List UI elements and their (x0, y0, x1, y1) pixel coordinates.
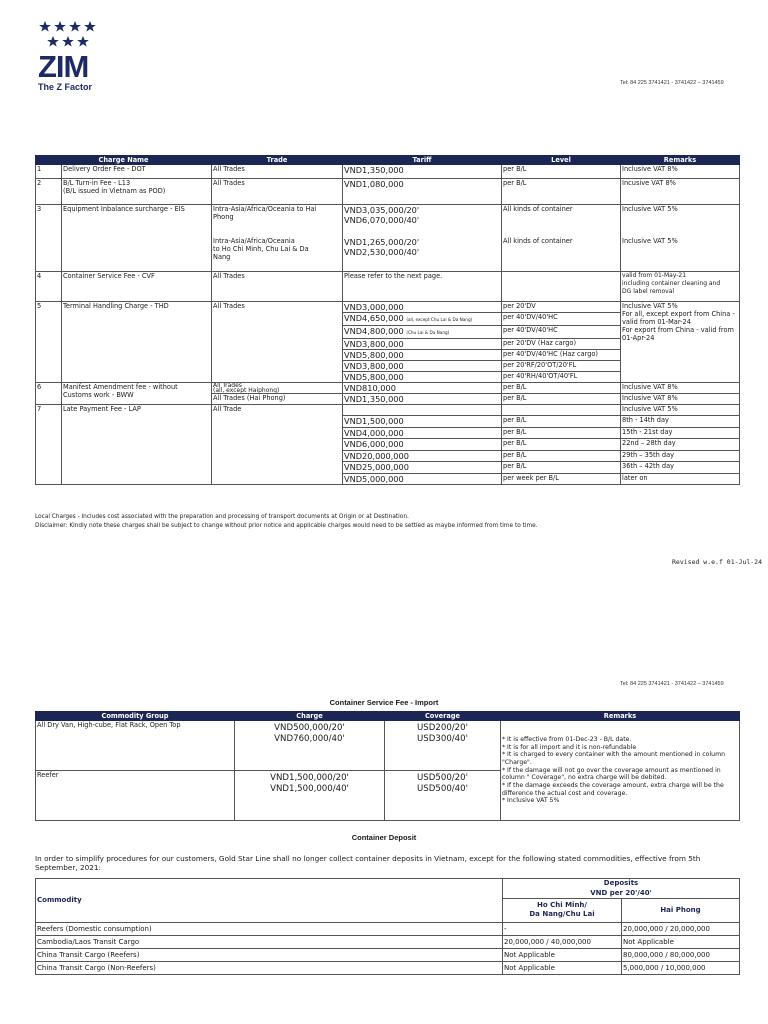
charge-name-line: (B/L issued in Vietnam as POD) (63, 187, 166, 195)
remarks: 22nd – 28th day (621, 439, 740, 451)
trade (212, 383, 343, 394)
tariff: VND4,000,000 (343, 427, 502, 439)
row-number: 6 (36, 383, 62, 405)
remarks-line: Inclusive VAT 5% (622, 302, 678, 310)
remarks: 29th – 35th day (621, 450, 740, 462)
coverage-line: USD500/20' (417, 773, 468, 783)
table-header (36, 712, 740, 721)
charge-name-line: B/L Turn-in Fee - L13 (63, 179, 131, 187)
tariff-note: (Chu Lai & Da Nang) (406, 330, 450, 335)
tariff (343, 205, 502, 234)
col-header-remarks: Remarks (501, 712, 740, 721)
charge-name: Terminal Handling Charge - THD (62, 302, 212, 383)
charge-name-line: Manifest Amendment fee - without (63, 383, 178, 391)
remarks-line: For all, except export from China - valid from 01-Mar-24 (622, 310, 735, 326)
level: per 20'DV (502, 302, 621, 313)
table-row (36, 165, 740, 179)
trade: All Trades (212, 272, 343, 302)
container-deposit-table (35, 878, 740, 975)
trade (212, 205, 343, 234)
level: per week per B/L (502, 473, 621, 485)
row-number: 1 (36, 165, 62, 179)
section-title-container-service-fee: Container Service Fee - Import (329, 698, 439, 707)
charge-name-line: Customs work - BWW (63, 391, 134, 399)
tariff: VND1,350,000 (343, 165, 502, 179)
remark-line: * If the damage exceeds the coverage amount, extra charge will be the difference the actual cost and coverage. (502, 782, 724, 797)
coverage (385, 721, 501, 771)
level: per B/L (502, 394, 621, 405)
coverage-line: USD500/40' (417, 784, 468, 794)
deposit-haiphong: 80,000,000 / 80,000,000 (622, 948, 740, 961)
remarks-line: valid from 01-May-21 (622, 272, 687, 279)
tariff: VND1,080,000 (343, 179, 502, 205)
level: per B/L (502, 383, 621, 394)
charge-line: VND1,500,000/20' (270, 773, 349, 783)
section-title-container-deposit: Container Deposit (351, 833, 417, 842)
charge-name (62, 179, 212, 205)
level: All kinds of container (502, 205, 621, 234)
commodity: China Transit Cargo (Non-Reefers) (36, 961, 503, 974)
level: per B/L (502, 450, 621, 462)
commodity: China Transit Cargo (Reefers) (36, 948, 503, 961)
col-header-commodity-group: Commodity Group (36, 712, 235, 721)
col-header-unit: VND per 20'/40' (503, 889, 740, 899)
csf-remarks (501, 721, 740, 821)
tariff-line: VND2,530,000/40' (344, 246, 420, 257)
remarks: Inclusive VAT 5% (621, 234, 740, 272)
trade-line: Phong (213, 213, 234, 221)
tariff: VND3,800,000 (343, 339, 502, 350)
remark-line: * It is for all import and it is non-refundable (502, 743, 637, 751)
remarks-line: including container cleaning and (622, 280, 721, 287)
level: per 20'RF/20'OT/20'FL (502, 361, 621, 372)
container-service-fee-table (35, 711, 740, 821)
charge-name: Late Payment Fee - LAP (62, 405, 212, 485)
col-header-hcm (503, 898, 622, 922)
table-row (36, 935, 740, 948)
coverage-line: USD200/20' (417, 723, 468, 733)
table-row (36, 961, 740, 974)
table-row (36, 721, 740, 771)
local-charges-table (35, 155, 740, 485)
table-row (36, 948, 740, 961)
table-row (36, 205, 740, 234)
level: per B/L (502, 439, 621, 451)
charge-line: VND500,000/20' (274, 723, 345, 733)
tariff (343, 326, 502, 339)
tariff-value: VND4,800,000 (344, 326, 404, 336)
remarks (621, 272, 740, 302)
table-row (36, 179, 740, 205)
tariff: VND1,350,000 (343, 394, 502, 405)
table-row (36, 272, 740, 302)
remarks-line: For export from China - valid from 01-Apr-24 (622, 326, 734, 342)
charge-name: Container Service Fee - CVF (62, 272, 212, 302)
col-header-deposits: Deposits (503, 879, 740, 889)
trade: All Trades (Hai Phong) (212, 394, 343, 405)
deposit-intro: In order to simplify procedures for our customers, Gold Star Line shall no longer collect container deposits in Vietnam, except for the following stated commodities, effective from 5th September, 2021: (35, 854, 701, 872)
remark-line: * It is effective from 01-Dec-23 - B/L date. (502, 735, 632, 743)
level: per 20'DV (Haz cargo) (502, 339, 621, 350)
trade (212, 234, 343, 272)
table-row (36, 302, 740, 313)
logo-tagline: The Z Factor (38, 82, 93, 92)
charge-name (62, 383, 212, 405)
charge-name: Delivery Order Fee - DOT (62, 165, 212, 179)
footnote-local-charges: Local Charges - Includes cost associated with the preparation and processing of transport documents at Origin or at Destination. (35, 514, 409, 520)
remarks: 8th - 14th day (621, 416, 740, 428)
level: per 40'RH/40'OT/40'FL (502, 372, 621, 383)
zim-stars-icon (38, 20, 104, 50)
coverage (385, 771, 501, 821)
col-header-commodity: Commodity (36, 879, 503, 923)
remarks: later on (621, 473, 740, 485)
commodity: Cambodia/Laos Transit Cargo (36, 935, 503, 948)
level: per 40'DV/40'HC (502, 313, 621, 326)
tariff: VND3,800,000 (343, 361, 502, 372)
col-header-trade: Trade (212, 156, 343, 165)
revised-date: Revised w.e.f 01-Jul-24 (672, 558, 763, 566)
commodity: Reefers (Domestic consumption) (36, 922, 503, 935)
trade: All Trade (212, 405, 343, 485)
table-header (36, 879, 740, 889)
deposit-hcm: 20,000,000 / 40,000,000 (503, 935, 622, 948)
col-header-charge-name: Charge Name (36, 156, 212, 165)
deposit-haiphong: 20,000,000 / 20,000,000 (622, 922, 740, 935)
tariff (343, 313, 502, 326)
tariff-line: VND3,035,000/20' (344, 205, 420, 215)
tariff (343, 234, 502, 272)
remarks: Inclusive VAT 8% (621, 165, 740, 179)
level (502, 272, 621, 302)
level: per B/L (502, 427, 621, 439)
level: per B/L (502, 179, 621, 205)
tariff (343, 405, 502, 416)
trade-line: Intra-Asia/Africa/Oceania (213, 236, 295, 245)
deposit-haiphong: Not Applicable (622, 935, 740, 948)
col-header-charge: Charge (235, 712, 385, 721)
trade: All Trades (212, 179, 343, 205)
charge (235, 721, 385, 771)
zim-logo: ZIM (38, 49, 89, 84)
tariff: VND3,000,000 (343, 302, 502, 313)
tariff: VND810,000 (343, 383, 502, 394)
col-header-level: Level (502, 156, 621, 165)
trade-line: Nang (213, 252, 231, 261)
remarks: 36th – 42th day (621, 462, 740, 474)
table-header (36, 156, 740, 165)
charge-line: VND1,500,000/40' (270, 784, 349, 794)
coverage-line: USD300/40' (417, 734, 468, 744)
trade-line: All Trades (213, 382, 242, 389)
row-number: 2 (36, 179, 62, 205)
trade-line: Intra-Asia/Africa/Oceania to Hai (213, 205, 317, 213)
table-row (36, 405, 740, 416)
trade-line: to Ho Chi Minh, Chu Lai & Da (213, 244, 309, 253)
disclaimer: Disclaimer: Kindly note these charges shall be subject to change without prior notice and applicable charges would need to be settled as maybe informed from time to time. (35, 523, 538, 529)
remarks: 15th - 21st day (621, 427, 740, 439)
col-header-haiphong: Hai Phong (622, 898, 740, 922)
row-number: 4 (36, 272, 62, 302)
commodity-group: Reefer (36, 771, 235, 821)
deposit-hcm: - (503, 922, 622, 935)
tariff-value: VND4,650,000 (344, 313, 404, 323)
table-row (36, 383, 740, 394)
level: per B/L (502, 416, 621, 428)
charge-line: VND760,000/40' (274, 734, 345, 744)
row-number: 5 (36, 302, 62, 383)
tariff: VND20,000,000 (343, 450, 502, 462)
row-number: 7 (36, 405, 62, 485)
level: per B/L (502, 462, 621, 474)
trade-line: (all, except Haiphong) (213, 387, 280, 394)
commodity-group: All Dry Van, High-cube, Flat Rack, Open Top (36, 721, 235, 771)
trade: All Trades (212, 302, 343, 383)
telephone-line: Tel: 84 225 3741421 - 3741422 – 3741459 (620, 681, 724, 687)
row-number: 3 (36, 205, 62, 272)
telephone-line: Tel: 84 225 3741421 - 3741422 – 3741459 (620, 80, 724, 86)
tariff: VND6,000,000 (343, 439, 502, 451)
deposit-hcm: Not Applicable (503, 948, 622, 961)
col-header-tariff: Tariff (343, 156, 502, 165)
tariff: VND5,800,000 (343, 372, 502, 383)
remarks: Inclusive VAT 5% (621, 205, 740, 234)
deposit-haiphong: 5,000,000 / 10,000,000 (622, 961, 740, 974)
tariff: VND1,500,000 (343, 416, 502, 428)
remarks: Inclusive VAT 8% (621, 383, 740, 394)
trade: All Trades (212, 165, 343, 179)
header-line: Da Nang/Chu Lai (529, 910, 595, 918)
remark-line: * It is charged to every container with the amount mentioned in column "Charge". (502, 751, 726, 766)
remarks: Inclusive VAT 8% (621, 394, 740, 405)
remark-line: * If the damage will not go over the coverage amount as mentioned in column " Coverage", no extra charge will be debited. (502, 766, 721, 782)
remarks: Incusive VAT 8% (621, 179, 740, 205)
col-header-remarks: Remarks (621, 156, 740, 165)
level: All kinds of container (502, 234, 621, 272)
deposit-hcm: Not Applicable (503, 961, 622, 974)
tariff-note: (all, except Chu Lai & Da Nang) (406, 317, 473, 322)
header-line: Ho Chi Minh/ (537, 901, 587, 909)
charge-name: Equipment Inbalance surcharge - EIS (62, 205, 212, 272)
remark-line: * Inclusive VAT 5% (502, 797, 560, 805)
table-row (36, 922, 740, 935)
tariff: VND5,800,000 (343, 350, 502, 361)
tariff: VND25,000,000 (343, 462, 502, 474)
charge (235, 771, 385, 821)
tariff: VND5,000,000 (343, 473, 502, 485)
col-header-coverage: Coverage (385, 712, 501, 721)
level: per 40'DV/40'HC (502, 326, 621, 339)
tariff: Please refer to the next page. (343, 272, 502, 302)
tariff-line: VND6,070,000/40' (344, 215, 420, 225)
remarks (621, 302, 740, 383)
level: per B/L (502, 165, 621, 179)
tariff-line: VND1,265,000/20' (344, 236, 420, 247)
remarks-line: DG label removal (622, 288, 675, 295)
level (502, 405, 621, 416)
level: per 40'DV/40'HC (Haz cargo) (502, 350, 621, 361)
remarks: Inclusive VAT 5% (621, 405, 740, 416)
